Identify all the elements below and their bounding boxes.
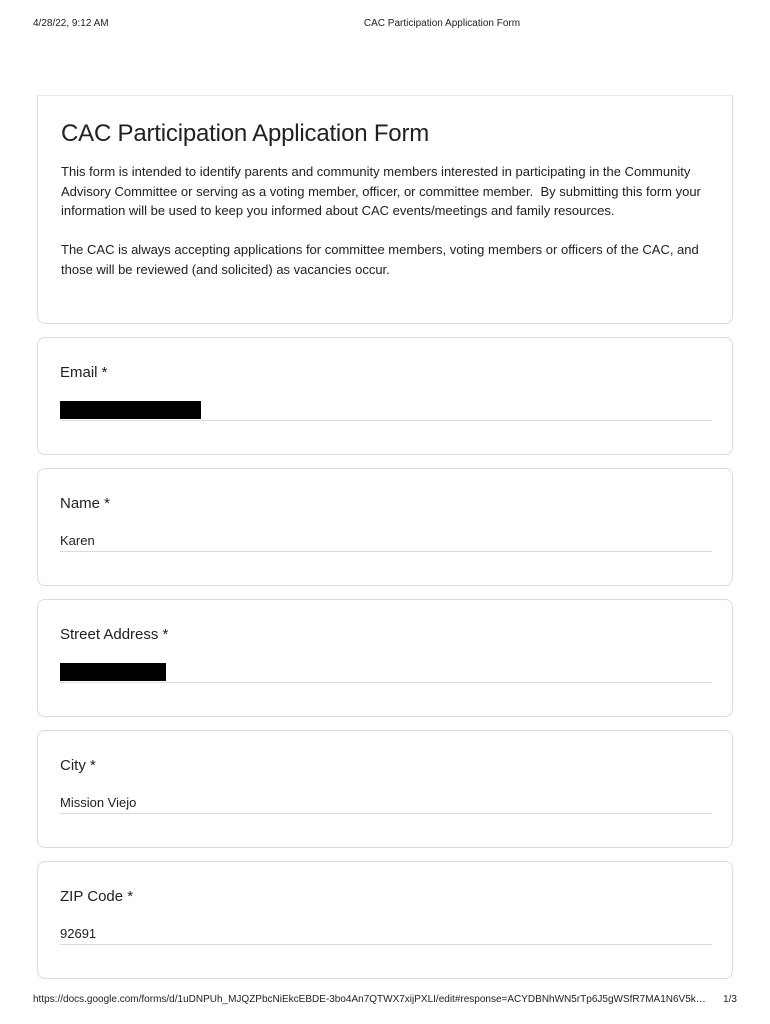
question-label: Name * — [60, 495, 111, 512]
answer-value: Karen — [60, 533, 95, 548]
print-url: https://docs.google.com/forms/d/1uDNPUh_MJQZPbcNiEkcEBDE-3bo4An7QTWX7xijPXLI/edit#response=ACYDBNhWN5rTp6J5gWSfR7MA1N6V5k… — [33, 994, 706, 1005]
answer-value: 92691 — [60, 926, 97, 941]
question-card-street-address — [37, 599, 733, 717]
question-card-email — [37, 337, 733, 455]
form-description: This form is intended to identify parents and community members interested in participating in the Community Advisory Committee or serving as a voting member, officer, or committee member. By submitting this form your information will be used to keep you informed about CAC events/meetings and family resources. The CAC is always accepting applications for committee members, voting members or officers of the CAC, and those will be reviewed (and solicited) as vacancies occur. — [61, 164, 701, 277]
form-title: CAC Participation Application Form — [61, 120, 430, 147]
redaction-block — [60, 663, 166, 681]
question-label: City * — [60, 757, 96, 774]
print-footer — [0, 994, 770, 1008]
question-label: ZIP Code * — [60, 888, 134, 905]
print-header — [0, 18, 770, 32]
name-answer-field — [60, 529, 712, 552]
zip-code-answer-field — [60, 922, 712, 945]
question-card-name — [37, 468, 733, 586]
street-address-answer-field — [60, 660, 712, 683]
redaction-block — [60, 401, 201, 419]
answer-value: Mission Viejo — [60, 795, 137, 810]
print-date: 4/28/22, 9:12 AM — [33, 18, 109, 29]
email-answer-field — [60, 398, 712, 421]
question-card-zip-code — [37, 861, 733, 979]
question-card-city — [37, 730, 733, 848]
form-header-card — [37, 95, 733, 324]
print-title: CAC Participation Application Form — [363, 18, 521, 29]
question-label: Street Address * — [60, 626, 169, 643]
question-label: Email * — [60, 364, 108, 381]
city-answer-field — [60, 791, 712, 814]
page-number: 1/3 — [723, 994, 737, 1005]
